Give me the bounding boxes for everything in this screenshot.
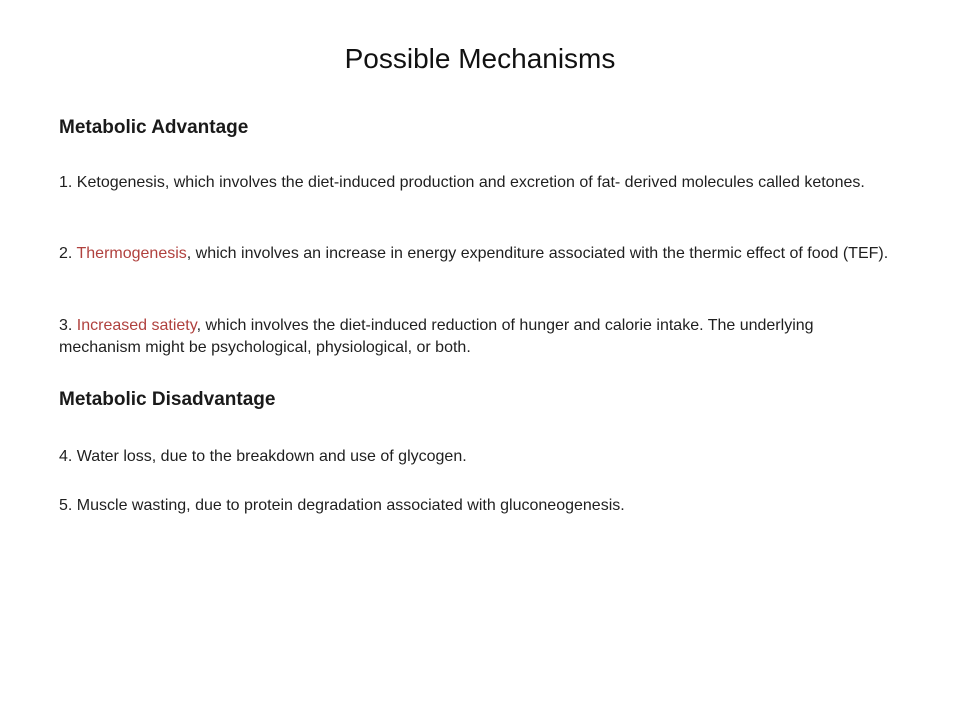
item-text: Water loss, due to the breakdown and use of glycogen. [76, 448, 467, 465]
list-item-increased-satiety [59, 315, 893, 359]
section-heading-metabolic-disadvantage: Metabolic Disadvantage [59, 389, 276, 410]
item-number: 5. [59, 497, 77, 514]
item-text: Ketogenesis, which involves the diet-induced production and excretion of fat- derived molecules called ketones. [76, 174, 865, 191]
list-item-muscle-wasting [59, 495, 893, 517]
list-item-ketogenesis [59, 172, 893, 194]
item-number: 4. [59, 448, 77, 465]
slide-title: Possible Mechanisms [344, 43, 616, 74]
item-number: 1. [59, 174, 77, 191]
item-highlight-term: Increased satiety [76, 317, 197, 334]
item-text: Muscle wasting, due to protein degradation associated with gluconeogenesis. [76, 497, 625, 514]
list-item-water-loss [59, 446, 893, 468]
item-number: 2. [59, 245, 77, 262]
item-number: 3. [59, 317, 77, 334]
list-item-thermogenesis [59, 243, 893, 265]
item-highlight-term: Thermogenesis [76, 245, 187, 262]
item-text: , which involves an increase in energy expenditure associated with the thermic effect of food (TEF). [186, 245, 889, 262]
section-heading-metabolic-advantage: Metabolic Advantage [59, 117, 249, 138]
item-text: , which involves the diet-induced reduction of hunger and calorie intake. The underlying mechanism might be psychological, physiological, or both. [59, 317, 814, 356]
